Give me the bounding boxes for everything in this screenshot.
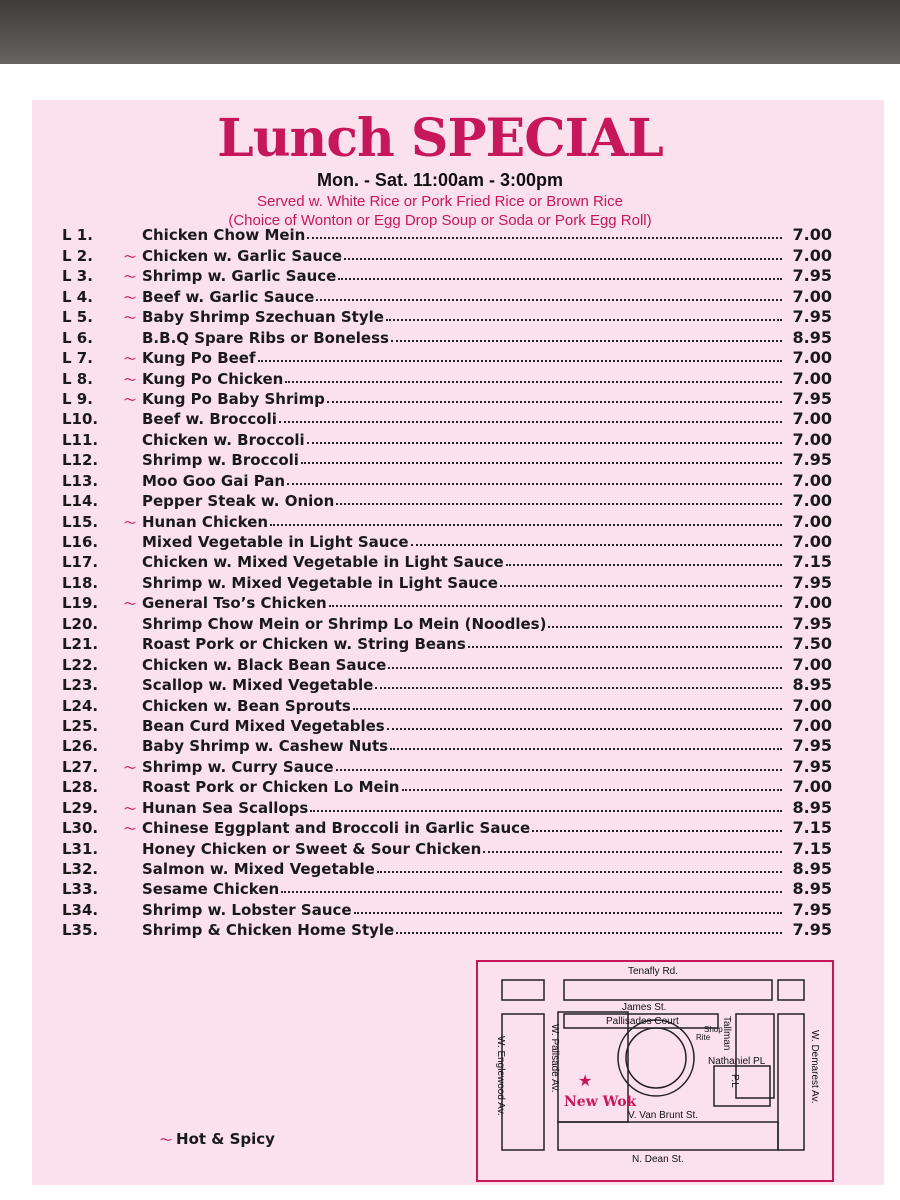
item-price: 7.00 — [792, 429, 832, 449]
dot-leader — [307, 237, 782, 239]
item-name: Roast Pork or Chicken w. String Beans — [142, 635, 466, 654]
item-code: L16. — [62, 533, 99, 551]
item-name: Mixed Vegetable in Light Sauce — [142, 533, 409, 551]
served-line-2: (Choice of Wonton or Egg Drop Soup or Soda or Pork Egg Roll) — [228, 212, 652, 229]
map-graphic — [478, 962, 832, 1180]
item-name: Pepper Steak w. Onion — [142, 492, 335, 511]
menu-item — [62, 510, 832, 530]
dot-leader — [468, 646, 782, 648]
menu-item — [62, 571, 832, 591]
item-name: Shrimp w. Broccoli — [142, 451, 299, 470]
item-name: Baby Shrimp Szechuan Style — [142, 308, 384, 327]
block — [714, 1066, 770, 1106]
dot-leader — [388, 667, 782, 669]
item-name: Chinese Eggplant and Broccoli in Garlic Sauce — [142, 819, 531, 838]
item-price: 7.95 — [792, 899, 832, 919]
item-code: L12. — [62, 451, 99, 470]
item-name: Kung Po Beef — [142, 349, 256, 368]
chili-pepper-icon: 〜 — [123, 597, 136, 612]
chili-pepper-icon: 〜 — [123, 311, 136, 326]
menu-item — [62, 428, 832, 448]
item-code: L19. — [62, 594, 99, 613]
item-code: L21. — [62, 635, 99, 654]
roundabout — [618, 1020, 694, 1096]
menu-item — [62, 633, 832, 653]
menu-item — [62, 490, 832, 510]
item-code: L 6. — [62, 328, 93, 347]
menu-item — [62, 469, 832, 489]
dot-leader — [506, 564, 782, 566]
menu-item — [62, 367, 832, 387]
item-price: 7.95 — [792, 266, 832, 286]
item-name: Scallop w. Mixed Vegetable — [142, 676, 374, 695]
item-name: Shrimp w. Mixed Vegetable in Light Sauce — [142, 573, 498, 592]
chili-pepper-icon: 〜 — [123, 290, 136, 305]
item-name: Sesame Chicken — [142, 880, 280, 899]
item-code: L33. — [62, 880, 99, 899]
item-name: Chicken w. Broccoli — [142, 430, 305, 449]
item-name: B.B.Q Spare Ribs or Boneless — [142, 328, 389, 347]
item-price: 8.95 — [792, 797, 832, 817]
dot-leader — [281, 891, 782, 893]
item-name: Honey Chicken or Sweet & Sour Chicken — [142, 839, 482, 858]
item-code: L 3. — [62, 267, 93, 286]
menu-item — [62, 715, 832, 735]
dot-leader — [387, 728, 782, 730]
dot-leader — [390, 748, 782, 750]
item-price: 8.95 — [792, 879, 832, 899]
item-name: Shrimp w. Garlic Sauce — [142, 267, 337, 286]
menu-item — [62, 306, 832, 326]
item-price: 7.00 — [792, 695, 832, 715]
item-price: 7.00 — [792, 777, 832, 797]
dot-leader — [307, 442, 782, 444]
item-price: 7.00 — [792, 654, 832, 674]
restaurant-label: New Wok — [564, 1094, 637, 1110]
dot-leader — [391, 340, 782, 342]
map-label-james: James St. — [622, 1002, 667, 1013]
dot-leader — [532, 830, 782, 832]
item-price: 7.95 — [792, 920, 832, 940]
dot-leader — [411, 544, 782, 546]
dot-leader — [258, 360, 782, 362]
menu-item — [62, 551, 832, 571]
background-surface — [0, 0, 900, 70]
map-label-tallman: Tallman — [721, 1016, 732, 1051]
item-name: Kung Po Baby Shrimp — [142, 389, 325, 408]
menu-item — [62, 898, 832, 918]
item-name: Chicken w. Bean Sprouts — [142, 696, 351, 715]
menu-item — [62, 796, 832, 816]
item-name: Roast Pork or Chicken Lo Mein — [142, 778, 400, 797]
item-code: L11. — [62, 430, 99, 449]
menu-item — [62, 858, 832, 878]
menu-item — [62, 653, 832, 673]
item-price: 7.95 — [792, 736, 832, 756]
dot-leader — [287, 483, 782, 485]
item-code: L22. — [62, 655, 99, 674]
item-code: L18. — [62, 573, 99, 592]
dot-leader — [402, 789, 783, 791]
dot-leader — [301, 462, 782, 464]
item-code: L34. — [62, 900, 99, 919]
menu-item — [62, 265, 832, 285]
item-price: 7.15 — [792, 818, 832, 838]
item-price: 7.00 — [792, 532, 832, 551]
item-price: 7.95 — [792, 613, 832, 633]
block — [502, 980, 544, 1000]
item-name: Chicken w. Black Bean Sauce — [142, 655, 387, 674]
item-price: 7.15 — [792, 552, 832, 572]
item-name: Shrimp & Chicken Home Style — [142, 921, 395, 940]
item-name: Beef w. Broccoli — [142, 410, 277, 429]
item-code: L 2. — [62, 246, 93, 265]
block — [564, 980, 772, 1000]
item-price: 7.95 — [792, 307, 832, 327]
item-price: 7.00 — [792, 715, 832, 735]
item-code: L24. — [62, 696, 99, 715]
dot-leader — [354, 912, 782, 914]
menu-item — [62, 674, 832, 694]
item-price: 7.00 — [792, 511, 832, 531]
item-name: Kung Po Chicken — [142, 369, 284, 388]
item-name: Hunan Sea Scallops — [142, 798, 309, 817]
item-name: Salmon w. Mixed Vegetable — [142, 860, 375, 878]
dot-leader — [338, 278, 782, 280]
dot-leader — [270, 524, 782, 526]
menu-item — [62, 388, 832, 408]
item-price: 7.00 — [792, 348, 832, 368]
item-code: L25. — [62, 716, 99, 735]
item-code: L13. — [62, 471, 99, 490]
item-code: L20. — [62, 614, 99, 633]
item-price: 7.15 — [792, 838, 832, 858]
chili-pepper-icon: 〜 — [123, 515, 136, 530]
item-name: Moo Goo Gai Pan — [142, 471, 286, 490]
item-code: L 4. — [62, 287, 93, 306]
chili-pepper-icon: 〜 — [123, 249, 136, 264]
menu-item — [62, 592, 832, 612]
dot-leader — [310, 810, 782, 812]
item-code: L 8. — [62, 369, 93, 388]
item-name: Hunan Chicken — [142, 512, 269, 531]
item-code: L30. — [62, 819, 99, 838]
map-label-tenafly: Tenafly Rd. — [628, 966, 679, 977]
block — [558, 1122, 778, 1150]
item-price: 7.00 — [792, 286, 832, 306]
chili-pepper-icon: 〜 — [123, 760, 136, 775]
dot-leader — [375, 687, 782, 689]
menu-item — [62, 224, 832, 244]
item-name: Beef w. Garlic Sauce — [142, 287, 315, 306]
menu-item — [62, 755, 832, 775]
item-name: Chicken w. Mixed Vegetable in Light Sauce — [142, 553, 504, 572]
item-code: L35. — [62, 921, 99, 940]
dot-leader — [500, 585, 782, 587]
item-price: 7.50 — [792, 634, 832, 654]
item-price: 8.95 — [792, 327, 832, 347]
item-name: Shrimp w. Curry Sauce — [142, 757, 334, 776]
roundabout-inner — [626, 1028, 686, 1088]
item-code: L 7. — [62, 349, 93, 368]
block — [778, 980, 804, 1000]
location-map — [476, 960, 834, 1182]
item-name: General Tso’s Chicken — [142, 594, 327, 613]
menu-item — [62, 878, 832, 898]
location-star-icon: ★ — [578, 1071, 593, 1090]
chili-pepper-icon: 〜 — [123, 822, 136, 837]
dot-leader — [344, 258, 782, 260]
item-code: L31. — [62, 839, 99, 858]
item-price: 7.95 — [792, 450, 832, 470]
menu-item — [62, 347, 832, 367]
dot-leader — [316, 299, 782, 301]
item-code: L26. — [62, 737, 99, 756]
map-label-w-englewood: W. Englewood Av. — [495, 1036, 506, 1116]
item-code: L 1. — [62, 226, 93, 245]
item-price: 7.00 — [792, 225, 832, 245]
item-price: 7.00 — [792, 409, 832, 429]
menu-item — [62, 694, 832, 714]
menu-item — [62, 408, 832, 428]
menu-item — [62, 285, 832, 305]
item-code: L27. — [62, 757, 99, 776]
map-label-w-demarest: W. Demarest Av. — [809, 1030, 820, 1104]
dot-leader — [353, 708, 782, 710]
chili-pepper-icon: 〜 — [123, 270, 136, 285]
dot-leader — [336, 503, 782, 505]
item-code: L32. — [62, 860, 99, 878]
item-price: 7.00 — [792, 470, 832, 490]
map-label-nathaniel: Nathaniel PL — [708, 1056, 766, 1067]
map-label-dean: N. Dean St. — [632, 1154, 684, 1165]
hours-text: Mon. - Sat. 11:00am - 3:00pm — [316, 170, 564, 190]
item-price: 7.00 — [792, 368, 832, 388]
block — [502, 1014, 544, 1150]
item-code: L29. — [62, 798, 99, 817]
page-title: Lunch SPECIAL — [217, 108, 663, 169]
item-name: Shrimp Chow Mein or Shrimp Lo Mein (Noodles) — [142, 614, 547, 633]
item-name: Bean Curd Mixed Vegetables — [142, 716, 385, 735]
map-label-shop: Shop — [704, 1025, 723, 1034]
legend-label: Hot & Spicy — [176, 1130, 275, 1148]
item-code: L17. — [62, 553, 99, 572]
item-name: Chicken w. Garlic Sauce — [142, 246, 343, 265]
map-label-van-brunt: V. Van Brunt St. — [628, 1110, 699, 1121]
item-price: 7.95 — [792, 388, 832, 408]
item-price: 7.00 — [792, 245, 832, 265]
dot-leader — [483, 851, 782, 853]
menu-item — [62, 449, 832, 469]
item-code: L 9. — [62, 389, 93, 408]
item-code: L14. — [62, 492, 99, 511]
item-name: Chicken Chow Mein — [142, 226, 306, 245]
map-label-rite: Rite — [696, 1033, 711, 1042]
dot-leader — [377, 871, 782, 873]
block — [778, 1014, 804, 1150]
item-price: 8.95 — [792, 675, 832, 695]
item-price: 7.00 — [792, 491, 832, 511]
chili-pepper-icon: 〜 — [123, 372, 136, 387]
menu-item — [62, 919, 832, 939]
item-code: L28. — [62, 778, 99, 797]
dot-leader — [396, 932, 782, 934]
dot-leader — [327, 401, 782, 403]
menu-list — [62, 224, 832, 939]
map-label-w-palisade: W. Palisade Av. — [549, 1024, 560, 1093]
served-line-1: Served w. White Rice or Pork Fried Rice or Brown Rice — [257, 193, 623, 210]
item-price: 7.95 — [792, 572, 832, 592]
item-price: 8.95 — [792, 859, 832, 878]
item-price: 7.95 — [792, 756, 832, 776]
item-name: Baby Shrimp w. Cashew Nuts — [142, 737, 389, 756]
item-code: L10. — [62, 410, 99, 429]
item-code: L23. — [62, 676, 99, 695]
item-price: 7.00 — [792, 593, 832, 613]
map-label-pl: P.L — [729, 1074, 740, 1088]
menu-item — [62, 326, 832, 346]
dot-leader — [285, 381, 782, 383]
dot-leader — [279, 421, 782, 423]
dot-leader — [548, 626, 782, 628]
menu-item — [62, 735, 832, 755]
menu-item — [62, 244, 832, 264]
dot-leader — [336, 769, 782, 771]
menu-item — [62, 531, 832, 551]
legend — [160, 1130, 275, 1148]
chili-pepper-icon: 〜 — [160, 1133, 173, 1147]
chili-pepper-icon: 〜 — [123, 392, 136, 407]
dot-leader — [386, 319, 782, 321]
menu-item — [62, 776, 832, 796]
menu-item — [62, 837, 832, 857]
menu-item — [62, 817, 832, 837]
item-code: L15. — [62, 512, 99, 531]
dot-leader — [329, 605, 782, 607]
chili-pepper-icon: 〜 — [123, 801, 136, 816]
item-code: L 5. — [62, 308, 93, 327]
map-label-pallisades-court: Pallisades Court — [606, 1016, 679, 1027]
item-name: Shrimp w. Lobster Sauce — [142, 900, 352, 919]
chili-pepper-icon: 〜 — [123, 352, 136, 367]
menu-item — [62, 612, 832, 632]
